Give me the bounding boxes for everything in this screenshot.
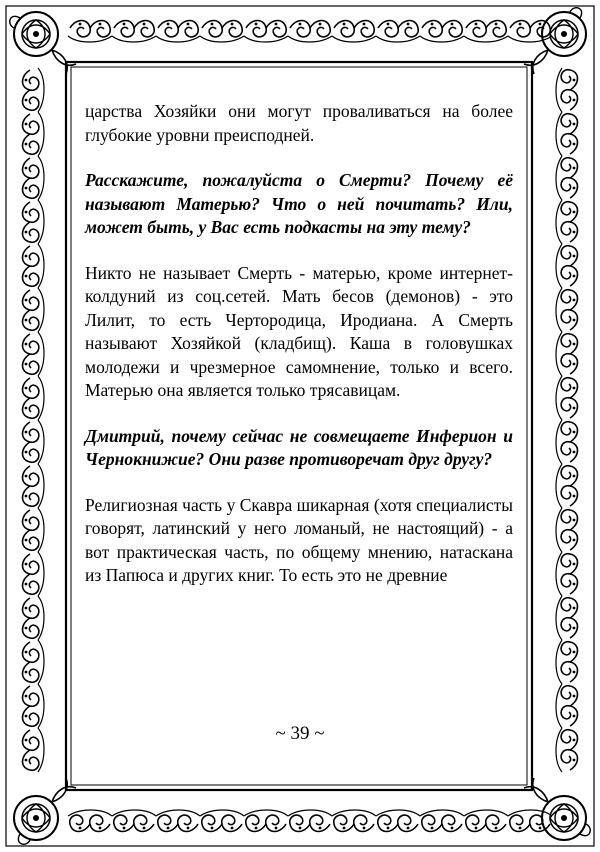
border-scroll-icon — [556, 112, 578, 156]
border-scroll-icon — [23, 508, 45, 552]
border-scroll-icon — [23, 596, 45, 640]
border-scroll-icon — [288, 21, 332, 43]
border-scroll-icon — [23, 200, 45, 244]
border-scroll-icon — [556, 156, 578, 200]
page-body — [85, 100, 513, 588]
border-scroll-icon — [112, 810, 156, 832]
border-scroll-icon — [556, 376, 578, 420]
border-scroll-icon — [556, 332, 578, 376]
border-scroll-icon — [556, 684, 578, 728]
border-scroll-icon — [156, 21, 200, 43]
border-scroll-icon — [420, 21, 464, 43]
border-scroll-icon — [68, 810, 112, 832]
border-scroll-icon — [23, 156, 45, 200]
border-scroll-icon — [332, 810, 376, 832]
border-scroll-icon — [332, 21, 376, 43]
border-scroll-icon — [244, 810, 288, 832]
border-scroll-icon — [23, 640, 45, 684]
border-scroll-icon — [556, 68, 578, 112]
border-scroll-icon — [23, 684, 45, 728]
border-scroll-icon — [556, 596, 578, 640]
border-scroll-icon — [156, 810, 200, 832]
border-scroll-icon — [68, 21, 112, 43]
border-scroll-icon — [556, 200, 578, 244]
question-paragraph-1: Расскажите, пожалуйста о Смерти? Почему её называют Матерью? Что о ней почитать? Или, может быть, у Вас есть подкасты на эту тему? — [85, 170, 513, 237]
border-scroll-icon — [556, 288, 578, 332]
border-scroll-icon — [288, 810, 332, 832]
border-scroll-icon — [556, 640, 578, 684]
border-scroll-icon — [556, 420, 578, 464]
border-scroll-icon — [23, 420, 45, 464]
border-scroll-icon — [200, 810, 244, 832]
page-number: ~ 39 ~ — [275, 723, 325, 744]
border-scroll-icon — [464, 810, 508, 832]
border-scroll-icon — [112, 21, 156, 43]
paragraph-1: царства Хозяйки они могут проваливаться на более глубокие уровни преисподней. — [85, 101, 513, 145]
paragraph-2: Никто не называет Смерть - матерью, кроме интернет-колдуний из соц.сетей. Мать бесов (демонов) - это Лилит, то есть Чертородица, Иродиана. А Смерть называют Хозяйкой (кладбищ). Каша в головушках молодежи и чрезмерное самомнение, только и всего. Матерью она является только трясавицам. — [85, 262, 513, 400]
border-scroll-icon — [556, 552, 578, 596]
border-scroll-icon — [23, 244, 45, 288]
border-scroll-icon — [23, 288, 45, 332]
border-scroll-icon — [23, 332, 45, 376]
border-scroll-icon — [23, 376, 45, 420]
border-scroll-icon — [556, 464, 578, 508]
border-scroll-icon — [200, 21, 244, 43]
border-scroll-icon — [464, 21, 508, 43]
border-scroll-icon — [376, 21, 420, 43]
question-paragraph-2: Дмитрий, почему сейчас не совмещаете Инферион и Чернокнижие? Они разве противоречат друг другу? — [85, 425, 513, 469]
border-scroll-icon — [23, 464, 45, 508]
border-scroll-icon — [556, 244, 578, 288]
border-scroll-icon — [23, 112, 45, 156]
border-scroll-icon — [244, 21, 288, 43]
border-scroll-icon — [23, 552, 45, 596]
border-scroll-icon — [556, 508, 578, 552]
border-scroll-icon — [420, 810, 464, 832]
border-scroll-icon — [376, 810, 420, 832]
paragraph-3: Религиозная часть у Скавра шикарная (хотя специалисты говорят, латинский у него ломаный, не настоящий) - а вот практическая часть, по общему мнению, натаскана из Папюса и других книг. То есть это не древние — [85, 494, 513, 585]
border-scroll-icon — [23, 68, 45, 112]
